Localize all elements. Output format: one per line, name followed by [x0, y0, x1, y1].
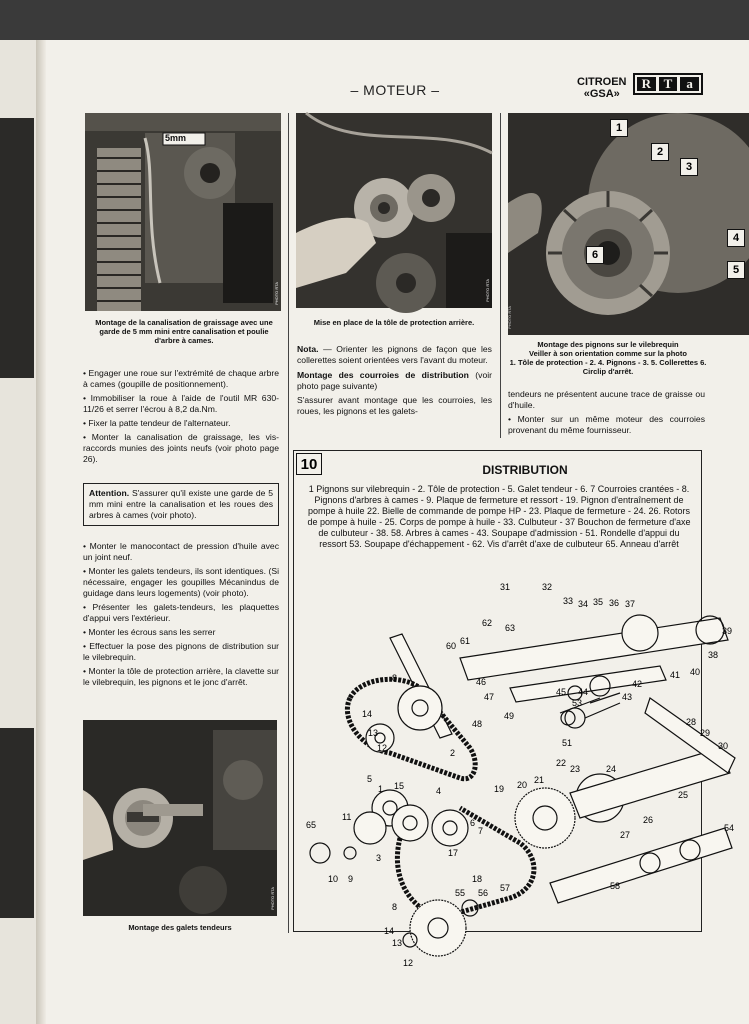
caption-line-1: Montage des pignons sur le vilebrequin	[537, 340, 679, 349]
paragraph: • Monter le manocontact de pression d'huile avec un joint neuf.	[83, 541, 279, 562]
diagram-label: 2	[450, 748, 456, 758]
photo-tensioner-rollers	[83, 720, 277, 916]
diagram-label: 55	[455, 888, 466, 898]
diagram-label: 1	[378, 784, 384, 794]
diagram-label: 45	[556, 687, 567, 697]
callout-5: 5	[727, 261, 745, 279]
rta-logo-letter-a: a	[680, 77, 699, 91]
diagram-label: 29	[700, 728, 711, 738]
distribution-exploded-diagram	[300, 578, 740, 978]
diagram-label: 34	[578, 599, 589, 609]
caption-crankshaft-pinions	[508, 340, 708, 376]
diagram-label: 53	[572, 698, 583, 708]
column-1-text-top	[83, 368, 279, 468]
diagram-label: 5	[367, 774, 373, 784]
diagram-label: 37	[625, 599, 636, 609]
diagram-label: 54	[724, 823, 735, 833]
brand-line-1: CITROEN	[577, 76, 627, 88]
attention-label: Attention.	[89, 488, 130, 498]
diagram-label: 11	[342, 812, 352, 822]
diagram-label: 8	[392, 673, 398, 683]
caption-oil-pipe: Montage de la canalisation de graissage avec une garde de 5 mm mini entre canalisation et poulie d'arbre à cames.	[95, 318, 273, 345]
callout-2: 2	[651, 143, 669, 161]
diagram-label: 26	[643, 815, 654, 825]
diagram-label: 51	[562, 738, 573, 748]
belt-heading-suffix: (voir photo page suivante)	[297, 370, 492, 391]
previous-page-photo-top	[0, 118, 34, 378]
diagram-label: 31	[500, 582, 511, 592]
diagram-label: 27	[620, 830, 631, 840]
column-2-text	[297, 344, 492, 420]
previous-page-edge	[0, 40, 39, 1024]
diagram-label: 13	[368, 728, 379, 738]
photo-crankshaft-pinions	[508, 113, 749, 335]
diagram-label: 43	[622, 692, 633, 702]
paragraph: • Monter les galets tendeurs, ils sont identiques. (Si nécessaire, engager les goupilles Mécanindus de guidage dans leurs logements) (voir photo).	[83, 566, 279, 598]
photo-label-5mm: 5mm	[165, 133, 187, 143]
diagram-label: 30	[718, 741, 729, 751]
photo-credit: PHOTO RTA	[270, 887, 275, 910]
photo-credit: PHOTO RTA	[274, 282, 279, 305]
diagram-label: 6	[470, 818, 476, 828]
diagram-label: 12	[403, 958, 414, 968]
diagram-label: 13	[392, 938, 403, 948]
diagram-label: 10	[328, 874, 339, 884]
diagram-label: 36	[609, 598, 620, 608]
photo-oil-pipe	[85, 113, 281, 311]
callout-3: 3	[680, 158, 698, 176]
diagram-label: 25	[678, 790, 689, 800]
diagram-label: 65	[306, 820, 317, 830]
column-3-text	[508, 389, 705, 439]
diagram-label: 19	[494, 784, 505, 794]
paragraph: • Monter les écrous sans les serrer	[83, 627, 216, 637]
rta-logo-letter-t: T	[659, 77, 678, 91]
belt-heading-text: Montage des courroies de distribution	[297, 370, 469, 380]
photo-credit: PHOTO RTA	[485, 279, 490, 302]
diagram-label: 56	[478, 888, 489, 898]
paragraph: • Fixer la patte tendeur de l'alternateur.	[83, 418, 231, 428]
diagram-label: 17	[448, 848, 459, 858]
diagram-label: 12	[377, 743, 388, 753]
diagram-label: 15	[394, 781, 405, 791]
column-rule-left	[288, 113, 289, 933]
paragraph: • Monter sur un même moteur des courroies provenant du même fournisseur.	[508, 414, 705, 435]
diagram-label: 20	[517, 780, 528, 790]
callout-1: 1	[610, 119, 628, 137]
rta-logo	[633, 73, 703, 95]
diagram-label: 40	[690, 667, 701, 677]
caption-line-3: 1. Tôle de protection - 2. 4. Pignons - 3. 5. Collerettes 6. Circlip d'arrêt.	[509, 358, 707, 376]
figure-number: 10	[296, 453, 322, 475]
diagram-label: 44	[578, 687, 589, 697]
rta-logo-letter-r: R	[637, 77, 656, 91]
callout-4: 4	[727, 229, 745, 247]
diagram-label: 14	[384, 926, 395, 936]
photo-rear-plate-image	[296, 113, 492, 308]
brand-label	[577, 76, 627, 100]
diagram-label: 24	[606, 764, 617, 774]
diagram-label: 46	[476, 677, 487, 687]
photo-rear-plate	[296, 113, 492, 308]
figure-title: DISTRIBUTION	[482, 463, 568, 477]
diagram-label: 48	[472, 719, 483, 729]
brand-line-2: «GSA»	[583, 88, 620, 100]
photo-crankshaft-pinions-image	[508, 113, 749, 335]
caption-line-2: Veiller à son orientation comme sur la photo	[529, 349, 687, 358]
diagram-label: 42	[632, 679, 643, 689]
paragraph: • Effectuer la pose des pignons de distribution sur le vilebrequin.	[83, 641, 279, 662]
diagram-label: 23	[570, 764, 581, 774]
diagram-label: 38	[708, 650, 719, 660]
diagram-label: 32	[542, 582, 553, 592]
caption-rear-plate: Mise en place de la tôle de protection arrière.	[313, 318, 475, 327]
diagram-label: 57	[500, 883, 511, 893]
diagram-label: 47	[484, 692, 495, 702]
diagram-label: 63	[505, 623, 516, 633]
diagram-label: 60	[446, 641, 457, 651]
paragraph: • Monter la canalisation de graissage, les vis-raccords munies des joints neufs (voir photo page 26).	[83, 432, 279, 464]
diagram-label: 7	[478, 826, 484, 836]
attention-box	[83, 483, 279, 526]
paragraph: • Immobiliser la roue à l'aide de l'outil MR 630-11/26 et serrer l'écrou à 8,2 da.Nm.	[83, 393, 279, 414]
diagram-label: 35	[593, 597, 604, 607]
diagram-label: 58	[610, 881, 621, 891]
paragraph: • Présenter les galets-tendeurs, les plaquettes d'appui vers l'extérieur.	[83, 602, 279, 623]
paragraph: • Engager une roue sur l'extrémité de chaque arbre à cames (goupille de positionnement).	[83, 368, 279, 389]
previous-page-photo-bottom	[0, 728, 34, 918]
column-rule-right	[500, 113, 501, 438]
figure-legend: 1 Pignons sur vilebrequin - 2. Tôle de protection - 5. Galet tendeur - 6. 7 Courroies crantées - 8. Pignons d'arbres à cames - 9. Plaque de fermeture et ressort - 19. Pignon d'entraînement de pompe à huile 22. Bielle de commande de pompe HP - 23. Plaque de fermeture - 24. 26. Rotors de pompe à huile - 25. Corps de pompe à huile - 33. Culbuteur - 37 Bouchon de fermeture d'axe de culbuteur - 38. 58. Arbres à cames - 43. Soupape d'admission - 51. Rondelle d'appui du ressort 53. Soupape d'échappement - 62. Vis d'arrêt d'axe de culbuteur 65. Anneau d'arrêt	[307, 484, 691, 549]
belt-heading	[297, 370, 492, 392]
section-title: – MOTEUR –	[350, 82, 440, 98]
nota-paragraph	[297, 344, 492, 366]
caption-tensioner-rollers: Montage des galets tendeurs	[128, 923, 232, 932]
diagram-label: 41	[670, 670, 681, 680]
photo-tensioner-rollers-image	[83, 720, 277, 916]
diagram-label: 14	[362, 709, 373, 719]
photo-credit: PHOTO RTA	[507, 306, 512, 329]
nota-label: Nota.	[297, 344, 319, 354]
distribution-diagram-svg	[300, 578, 740, 978]
paragraph: • Monter la tôle de protection arrière, la clavette sur le vilebrequin, les pignons et le jonc d'arrêt.	[83, 666, 279, 687]
column-1-text-bottom	[83, 541, 279, 691]
diagram-label: 39	[722, 626, 733, 636]
diagram-label: 22	[556, 758, 567, 768]
callout-6: 6	[586, 246, 604, 264]
attention-text: S'assurer qu'il existe une garde de 5 mm mini entre la canalisation et les roues des arbres à cames (voir photo).	[89, 488, 274, 520]
diagram-label: 28	[686, 717, 697, 727]
diagram-label: 49	[504, 711, 515, 721]
diagram-label: 3	[376, 853, 382, 863]
diagram-label: 8	[392, 902, 398, 912]
diagram-label: 9	[348, 874, 354, 884]
diagram-label: 33	[563, 596, 574, 606]
diagram-label: 21	[534, 775, 545, 785]
diagram-label: 61	[460, 636, 471, 646]
page-gutter	[36, 40, 46, 1024]
diagram-label: 18	[472, 874, 483, 884]
nota-text: — Orienter les pignons de façon que les collerettes soient orientées vers l'avant du moteur.	[297, 344, 492, 365]
diagram-label: 62	[482, 618, 493, 628]
paragraph: S'assurer avant montage que les courroies, les roues, les pignons et les galets-	[297, 395, 492, 416]
paragraph: tendeurs ne présentent aucune trace de graisse ou d'huile.	[508, 389, 705, 410]
diagram-label: 4	[436, 786, 442, 796]
